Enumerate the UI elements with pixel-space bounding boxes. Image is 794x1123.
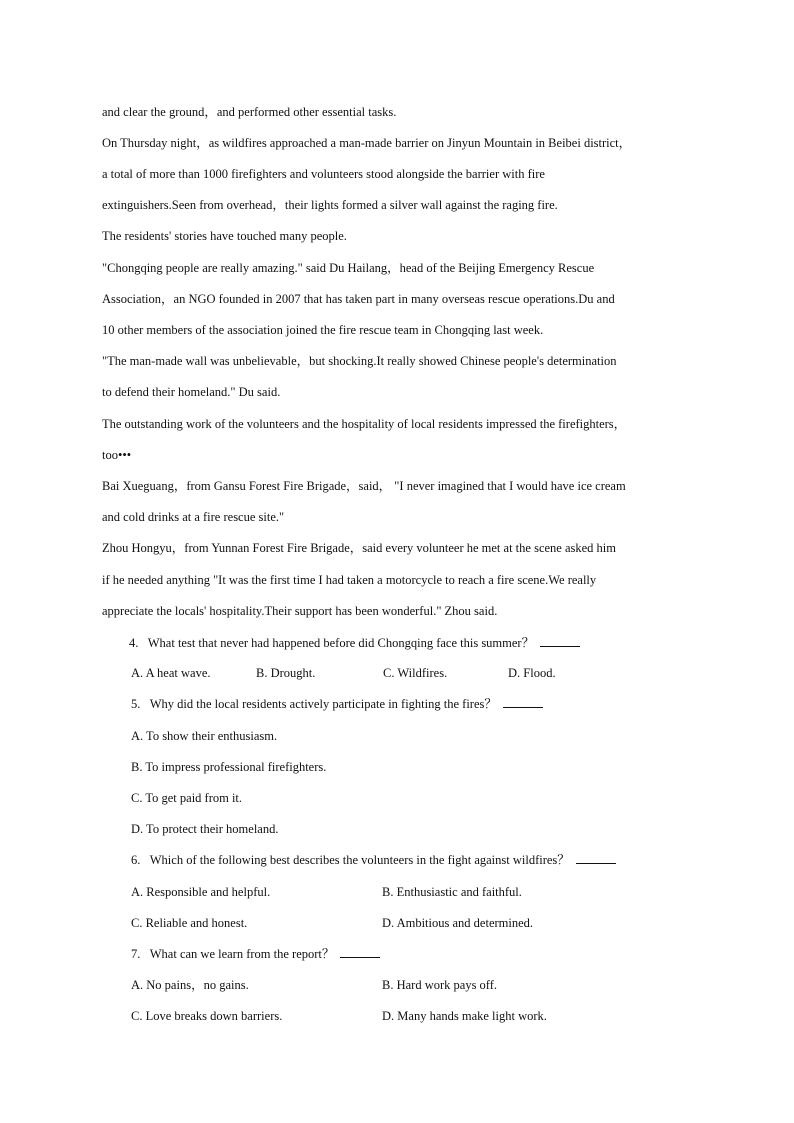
passage-line: "The man-made wall was unbelievable，but shocking.It really showed Chinese people's determination (102, 354, 617, 368)
option-d[interactable]: D. Ambitious and determined. (382, 916, 534, 930)
question-number: 5. (131, 697, 141, 711)
answer-blank[interactable] (340, 946, 380, 958)
question-text: Which of the following best describes the volunteers in the fight against wildfires？ (149, 853, 570, 867)
question-6 (131, 852, 616, 868)
option-b[interactable]: B. Drought. (256, 666, 316, 680)
passage-line: The outstanding work of the volunteers and the hospitality of local residents impressed the firefighters， (102, 417, 627, 431)
passage-line: The residents' stories have touched many people. (102, 229, 347, 243)
option-a[interactable]: A. Responsible and helpful. (131, 885, 271, 899)
question-text: What can we learn from the report？ (149, 947, 335, 961)
passage-line: On Thursday night，as wildfires approached a man-made barrier on Jinyun Mountain in Beibei district， (102, 136, 632, 150)
passage-line: 10 other members of the association joined the fire rescue team in Chongqing last week. (102, 323, 544, 337)
passage-line: to defend their homeland." Du said. (102, 385, 281, 399)
question-number: 6. (131, 853, 141, 867)
passage-line: extinguishers.Seen from overhead，their lights formed a silver wall against the raging fire. (102, 198, 558, 212)
option-b[interactable]: B. To impress professional firefighters. (131, 760, 327, 774)
option-d[interactable]: D. Flood. (508, 666, 556, 680)
passage-line: too••• (102, 448, 132, 462)
option-c[interactable]: C. Wildfires. (383, 666, 448, 680)
passage-line: and cold drinks at a fire rescue site." (102, 510, 285, 524)
option-c[interactable]: C. Reliable and honest. (131, 916, 248, 930)
passage-line: Association，an NGO founded in 2007 that has taken part in many overseas rescue operations.Du and (102, 292, 615, 306)
option-a[interactable]: A. No pains，no gains. (131, 978, 249, 992)
passage-line: a total of more than 1000 firefighters and volunteers stood alongside the barrier with fire (102, 167, 545, 181)
option-d[interactable]: D. To protect their homeland. (131, 822, 279, 836)
answer-blank[interactable] (503, 696, 543, 708)
option-c[interactable]: C. Love breaks down barriers. (131, 1009, 283, 1023)
question-4 (129, 635, 580, 651)
question-number: 4. (129, 636, 139, 650)
question-number: 7. (131, 947, 141, 961)
option-b[interactable]: B. Enthusiastic and faithful. (382, 885, 522, 899)
question-7 (131, 946, 380, 962)
passage-line: if he needed anything "It was the first time I had taken a motorcycle to reach a fire scene.We really (102, 573, 597, 587)
option-d[interactable]: D. Many hands make light work. (382, 1009, 547, 1023)
question-5 (131, 696, 543, 712)
passage-line: Zhou Hongyu，from Yunnan Forest Fire Brigade，said every volunteer he met at the scene asked him (102, 541, 616, 555)
question-text: What test that never had happened before did Chongqing face this summer？ (147, 636, 535, 650)
passage-line: appreciate the locals' hospitality.Their support has been wonderful." Zhou said. (102, 604, 498, 618)
passage-line: "Chongqing people are really amazing." said Du Hailang，head of the Beijing Emergency Rescue (102, 261, 595, 275)
passage-line: Bai Xueguang，from Gansu Forest Fire Brigade，said， "I never imagined that I would have ice cream (102, 479, 626, 493)
answer-blank[interactable] (540, 635, 580, 647)
option-a[interactable]: A. A heat wave. (131, 666, 211, 680)
answer-blank[interactable] (576, 852, 616, 864)
question-text: Why did the local residents actively participate in fighting the fires？ (149, 697, 497, 711)
option-c[interactable]: C. To get paid from it. (131, 791, 243, 805)
option-b[interactable]: B. Hard work pays off. (382, 978, 498, 992)
passage-line: and clear the ground，and performed other essential tasks. (102, 105, 397, 119)
option-a[interactable]: A. To show their enthusiasm. (131, 729, 278, 743)
